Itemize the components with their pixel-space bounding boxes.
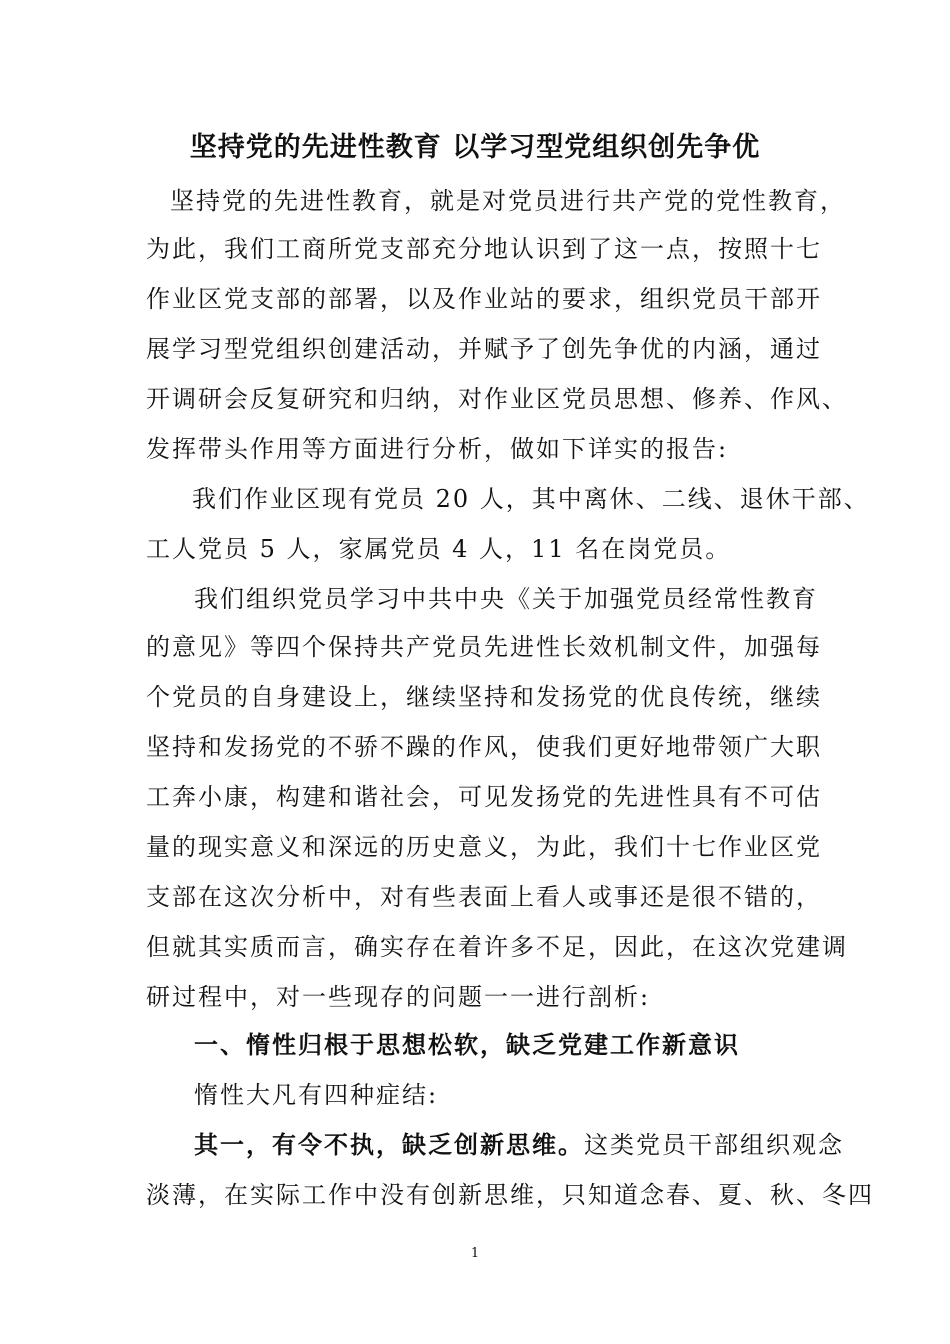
paragraph-line: 工奔小康，构建和谐社会，可见发扬党的先进性具有不可估 <box>146 783 822 811</box>
paragraph-line: 作业区党支部的部署，以及作业站的要求，组织党员干部开 <box>146 285 822 313</box>
paragraph-line: 研过程中，对一些现存的问题一一进行剖析: <box>146 983 651 1011</box>
paragraph-line: 坚持党的先进性教育，就是对党员进行共产党的党性教育， <box>170 187 846 215</box>
paragraph-line: 的意见》等四个保持共产党员先进性长效机制文件，加强每 <box>146 633 822 661</box>
paragraph-line: 惰性大凡有四种症结: <box>194 1081 439 1109</box>
paragraph-line: 但就其实质而言，确实存在着许多不足，因此，在这次党建调 <box>146 933 848 961</box>
paragraph-line: 展学习型党组织创建活动，并赋予了创先争优的内涵，通过 <box>146 335 822 363</box>
paragraph-line: 开调研会反复研究和归纳，对作业区党员思想、修养、作风、 <box>146 385 848 413</box>
paragraph-line: 淡薄，在实际工作中没有创新思维，只知道念春、夏、秋、冬四 <box>146 1181 874 1209</box>
paragraph-line: 坚持和发扬党的不骄不躁的作风，使我们更好地带领广大职 <box>146 733 822 761</box>
paragraph-line: 我们组织党员学习中共中央《关于加强党员经常性教育 <box>194 585 818 613</box>
paragraph-line: 工人党员 5 人，家属党员 4 人，11 名在岗党员。 <box>146 535 732 563</box>
subheading-text: 其一，有令不执，缺乏创新思维。 <box>194 1130 584 1159</box>
document-title: 坚持党的先进性教育 以学习型党组织创先争优 <box>189 132 761 163</box>
paragraph-line: 量的现实意义和深远的历史意义，为此，我们十七作业区党 <box>146 833 822 861</box>
paragraph-line: 个党员的自身建设上，继续坚持和发扬党的优良传统，继续 <box>146 683 822 711</box>
paragraph-line <box>194 1127 844 1163</box>
section-heading: 一、惰性归根于思想松软，缺乏党建工作新意识 <box>194 1030 740 1059</box>
paragraph-line: 发挥带头作用等方面进行分析，做如下详实的报告: <box>146 435 729 463</box>
paragraph-text: 这类党员干部组织观念 <box>584 1131 844 1159</box>
page-number: 1 <box>470 1246 480 1261</box>
paragraph-line: 我们作业区现有党员 20 人，其中离休、二线、退休干部、 <box>192 485 870 513</box>
paragraph-line: 支部在这次分析中，对有些表面上看人或事还是很不错的， <box>146 883 822 911</box>
paragraph-line: 为此，我们工商所党支部充分地认识到了这一点，按照十七 <box>146 235 822 263</box>
